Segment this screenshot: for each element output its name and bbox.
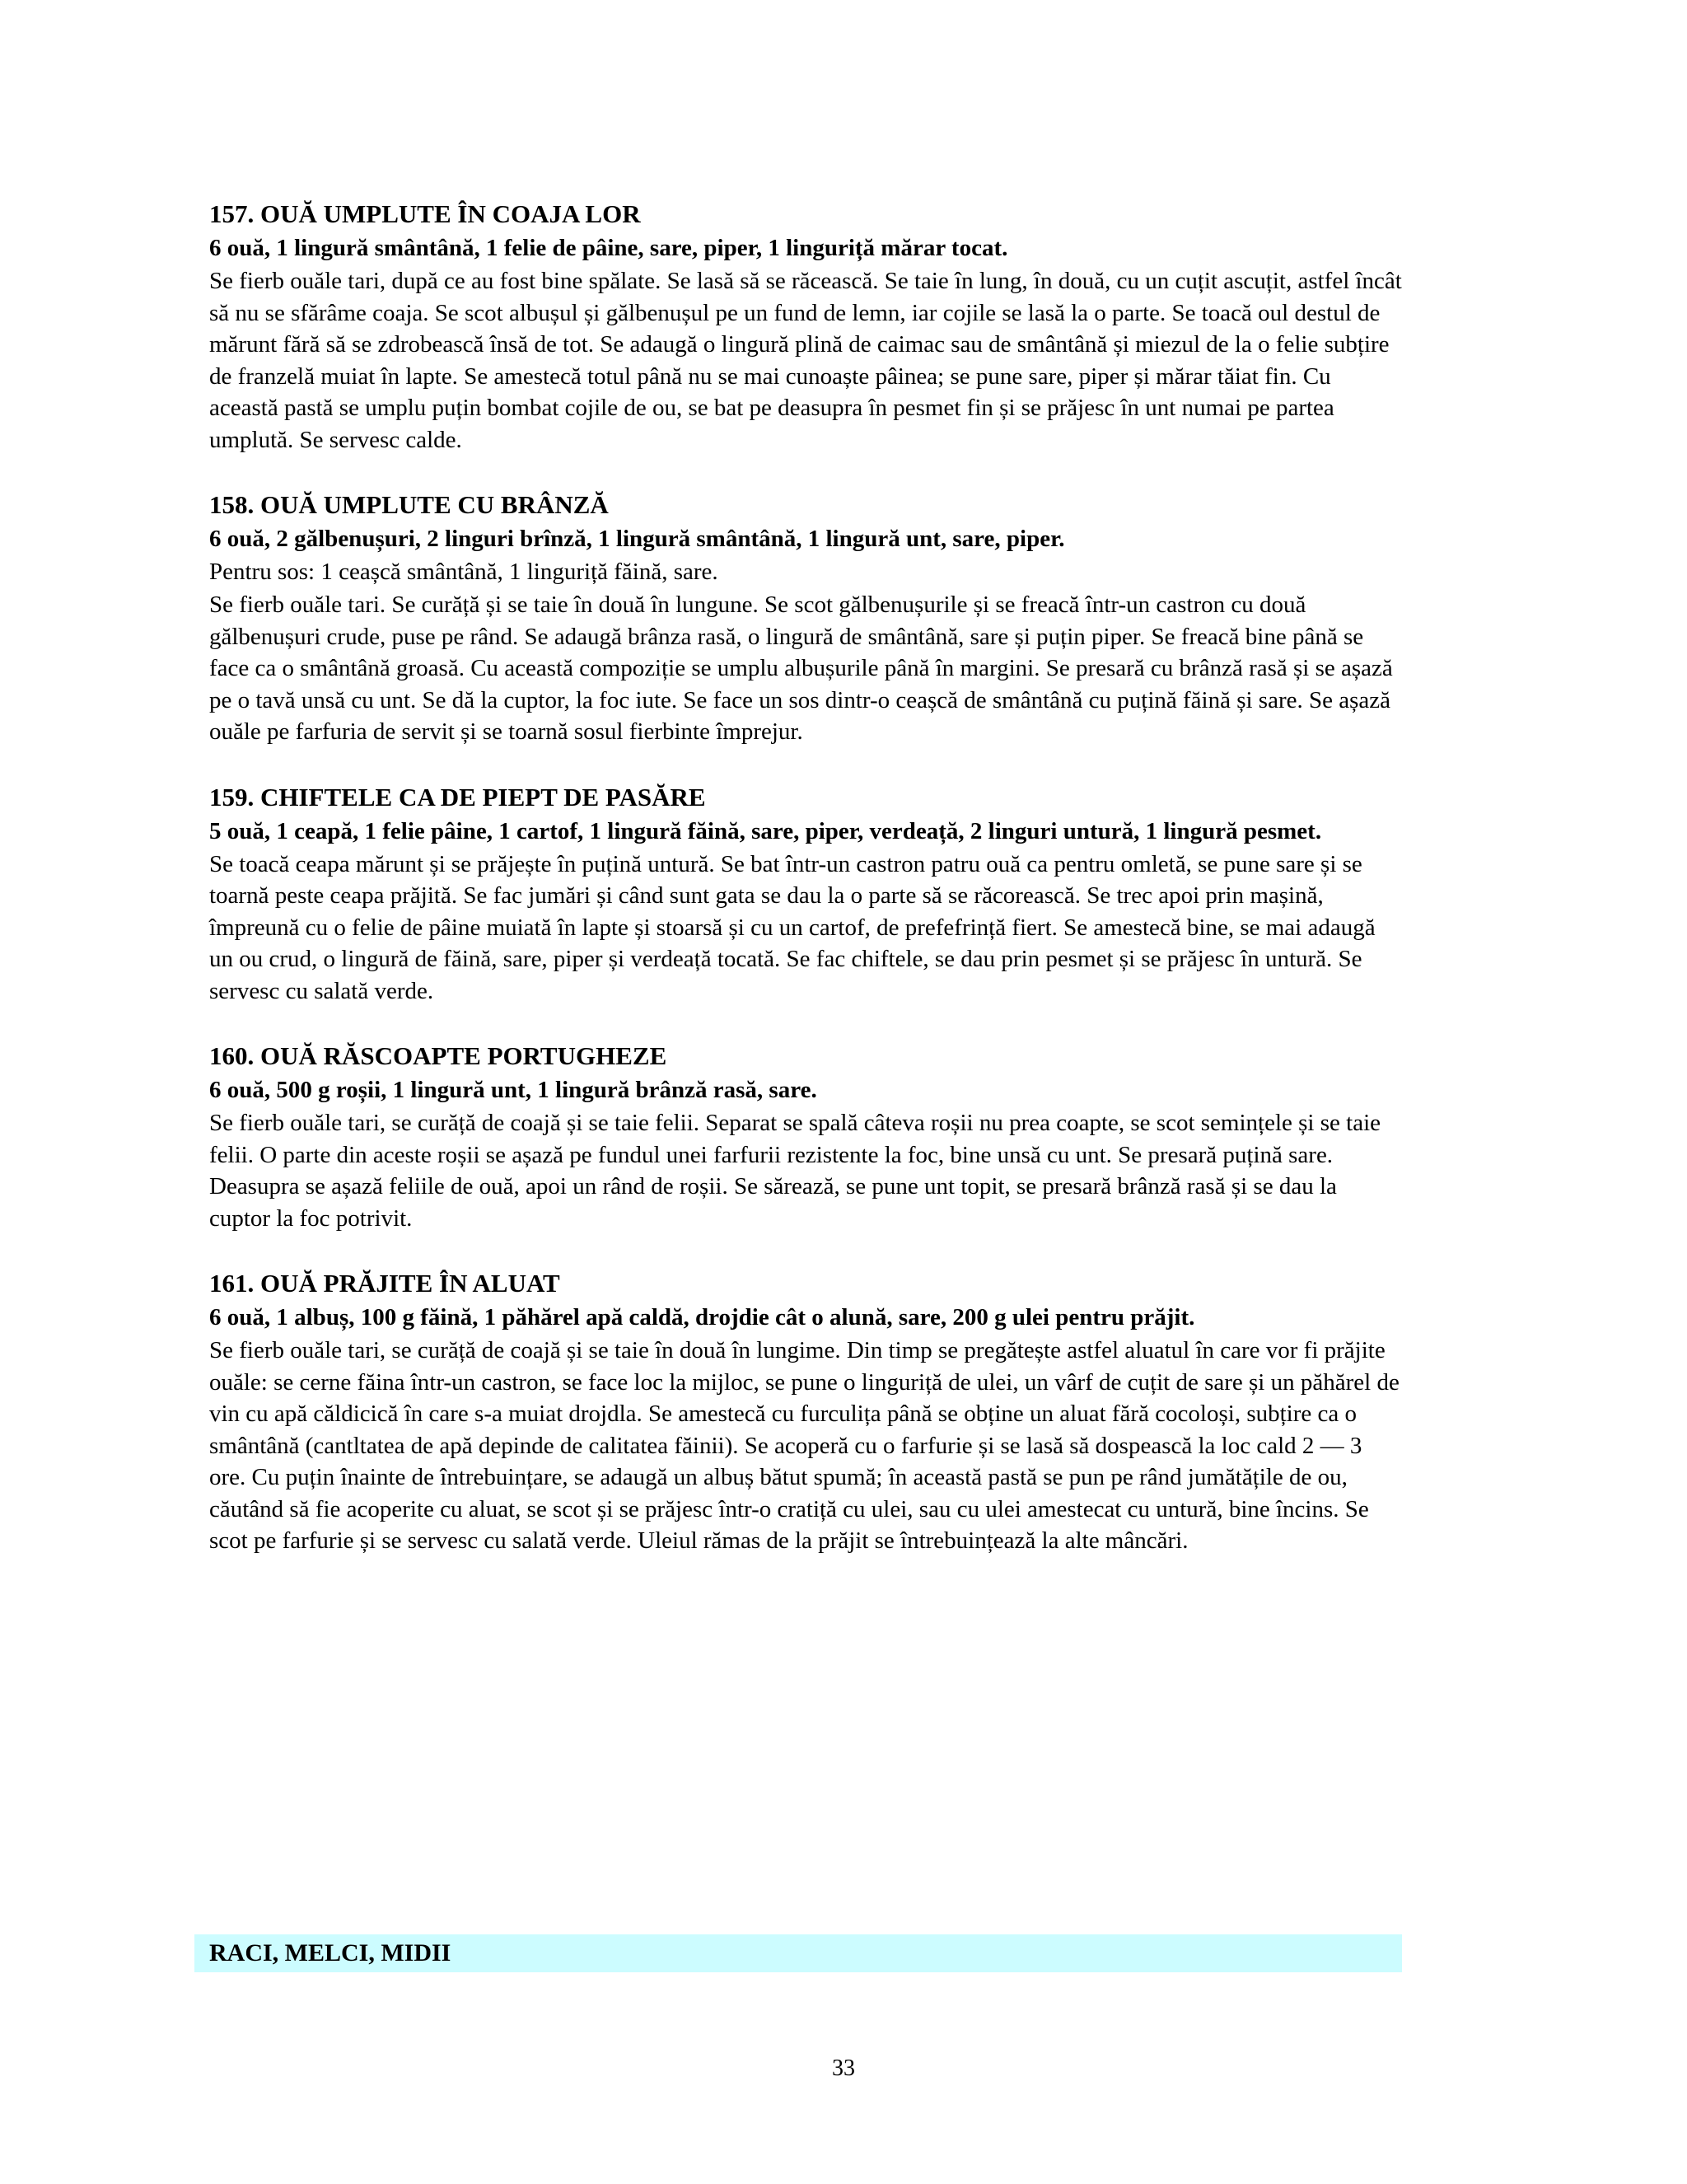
recipe-ingredients: 6 ouă, 1 albuș, 100 g făină, 1 păhărel apă caldă, drojdie cât o alună, sare, 200 g ulei pentru prăjit. <box>209 1304 1195 1331</box>
recipe-instructions: Se fierb ouăle tari, după ce au fost bine spălate. Se lasă să se răcească. Se taie în lung, în două, cu un cuțit ascuțit, astfel încât să nu se sfărâme coaja. Se scot albușul și gălbenușul pe un fund de lemn, iar cojile se lasă la o parte. Se toacă oul destul de mărunt fără să se zdrobească însă de tot. Se adaugă o lingură plină de caimac sau de smântână și miezul de la o felie subțire de franzelă muiat în lapte. Se amestecă totul până nu se mai cunoaște pâinea; se pune sare, piper și mărar tăiat fin. Cu această pastă se umplu puțin bombat cojile de ou, se bat pe deasupra în pesmet fin și se prăjesc în unt numai pe partea umplută. Se servesc calde. <box>209 268 1402 453</box>
recipe-sauce: Pentru sos: 1 ceașcă smântână, 1 linguriță făină, sare. <box>209 559 718 585</box>
recipe-ingredients: 6 ouă, 1 lingură smântână, 1 felie de pâine, sare, piper, 1 linguriță mărar tocat. <box>209 235 1008 261</box>
recipe-157 <box>209 198 1404 456</box>
recipe-title: 157. OUĂ UMPLUTE ÎN COAJA LOR <box>209 199 641 228</box>
page-number: 33 <box>832 2055 855 2081</box>
recipe-161 <box>209 1267 1404 1557</box>
recipe-ingredients: 5 ouă, 1 ceapă, 1 felie pâine, 1 cartof, 1 lingură făină, sare, piper, verdeață, 2 linguri untură, 1 lingură pesmet. <box>209 817 1322 844</box>
recipe-title: 160. OUĂ RĂSCOAPTE PORTUGHEZE <box>209 1041 667 1070</box>
recipe-158 <box>209 489 1404 748</box>
recipe-159 <box>209 781 1404 1008</box>
recipe-instructions: Se fierb ouăle tari, se curăță de coajă și se taie felii. Separat se spală câteva roșii nu prea coapte, se scot semințele și se taie felii. O parte din aceste roșii se așază pe fundul unei farfurii rezistente la foc, bine unsă cu unt. Se presară puțină sare. Deasupra se așază feliile de ouă, apoi un rând de roșii. Se sărează, se pune unt topit, se presară brânză rasă și se dau la cuptor la foc potrivit. <box>209 1110 1381 1232</box>
recipe-instructions: Se toacă ceapa mărunt și se prăjește în puțină untură. Se bat într-un castron patru ouă ca pentru omletă, se pune sare și se toarnă peste ceapa prăjită. Se fac jumări și când sunt gata se dau la o parte să se răcorească. Se trec apoi prin mașină, împreună cu o felie de pâine muiată în lapte și stoarsă și cu un cartof, de prefefrință fiert. Se amestecă bine, se mai adaugă un ou crud, o lingură de făină, sare, piper și verdeață tocată. Se fac chiftele, se dau prin pesmet și se prăjesc în untură. Se servesc cu salată verde. <box>209 850 1376 1004</box>
recipe-ingredients: 6 ouă, 500 g roșii, 1 lingură unt, 1 lingură brânză rasă, sare. <box>209 1077 817 1103</box>
recipe-title: 159. CHIFTELE CA DE PIEPT DE PASĂRE <box>209 782 706 811</box>
section-heading-bar <box>194 1934 1402 1972</box>
recipe-160 <box>209 1040 1404 1234</box>
recipe-title: 158. OUĂ UMPLUTE CU BRÂNZĂ <box>209 490 609 519</box>
recipe-title: 161. OUĂ PRĂJITE ÎN ALUAT <box>209 1269 560 1298</box>
section-title: RACI, MELCI, MIDII <box>209 1939 451 1967</box>
recipe-instructions: Se fierb ouăle tari, se curăță de coajă și se taie în două în lungime. Din timp se pregătește astfel aluatul în care vor fi prăjite ouăle: se cerne făina într-un castron, se face loc la mijloc, se pune o linguriță de ulei, un vârf de cuțit de sare și un păhărel de vin cu apă căldicică în care s-a muiat drojdla. Se amestecă cu furculița până se obține un aluat fără cocoloși, subțire ca o smântână (cantltatea de apă depinde de calitatea făinii). Se acoperă cu o farfurie și se lasă să dospească la loc cald 2 — 3 ore. Cu puțin înainte de întrebuințare, se adaugă un albuș bătut spumă; în această pastă se pun pe rând jumătățile de ou, căutând să fie acoperite cu aluat, se scot și se prăjesc într-o cratiță cu ulei, sau cu ulei amestecat cu untură, bine încins. Se scot pe farfurie și se servesc cu salată verde. Uleiul rămas de la prăjit se întrebuințează la alte mâncări. <box>209 1337 1400 1554</box>
recipe-ingredients: 6 ouă, 2 gălbenușuri, 2 linguri brînză, 1 lingură smântână, 1 lingură unt, sare, piper. <box>209 526 1065 552</box>
page-content <box>209 198 1404 1557</box>
recipe-instructions: Se fierb ouăle tari. Se curăță și se taie în două în lungune. Se scot gălbenușurile și se freacă într-un castron cu două gălbenușuri crude, puse pe rând. Se adaugă brânza rasă, o lingură de smântână, sare și puțin piper. Se freacă bine până se face ca o smântână groasă. Cu această compoziție se umplu albușurile până în margini. Se presară cu brânză rasă și se așază pe o tavă unsă cu unt. Se dă la cuptor, la foc iute. Se face un sos dintr-o ceașcă de smântână cu puțină făină și sare. Se așază ouăle pe farfuria de servit și se toarnă sosul fierbinte împrejur. <box>209 592 1393 745</box>
